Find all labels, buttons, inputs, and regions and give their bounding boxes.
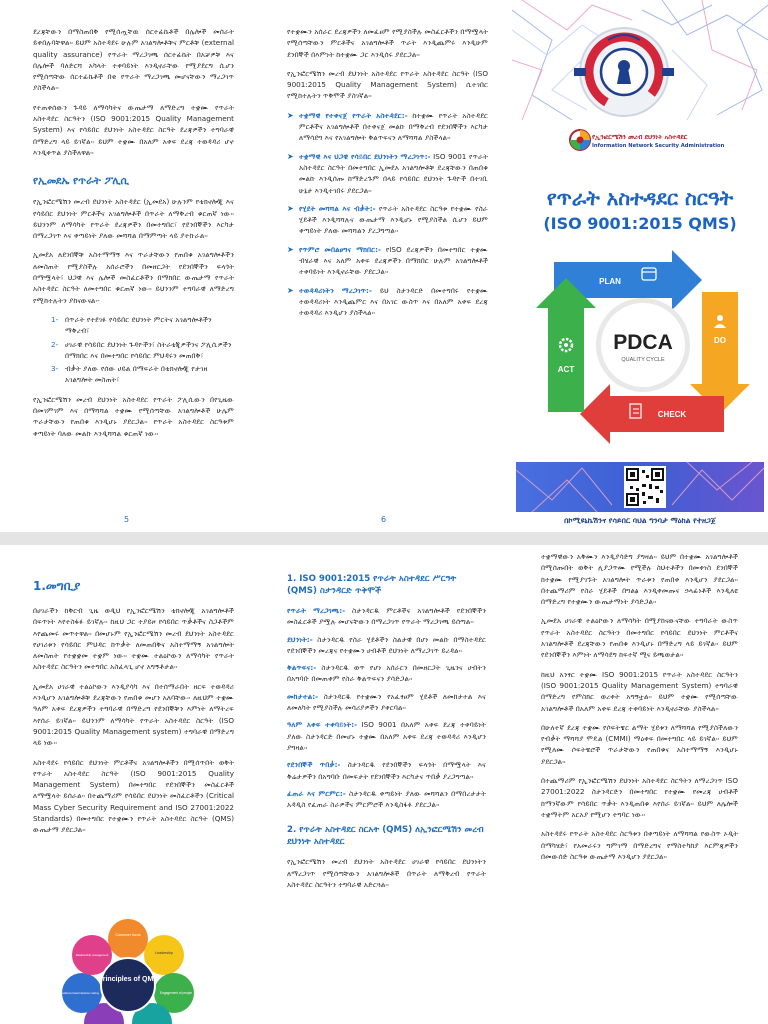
paragraph: ደረጃቸውን በማስጠበቅ የሚሰጧቸዉ ሰርተፊኬቶች በሌሎች መሰራት ይቀበሉባቸዋል፡፡ ይህም አስተዳደሩ ሁሉም አገልግሎቶቹና ምርቶቹ (external quality assurance) የጥራት ማረጋገጫ ሰርተፊኬት በአቻዎቹ እና በሌሎች ባለድርሻ አካላት ተቀባይነት እንዲኖራቸው የሚያደርግ ሲሆን የሚሰጣቸው ሰርተፊኬቶች በቂ የጥራት ማረጋገጫ መሆናቸውን ማረጋገጥ ያስችላል፡፡ <box>33 27 234 93</box>
paragraph: ኢመደአ ለደንበኞቹ አስተማማኝ እና ጥራታቸውን የጠበቁ አገልግሎቶችን ለመስጠት የሚያስችሉ አሰራሮችን በመዘርጋት የደንበኞችን ፍላጎት በማሟላት፣ ህጋዊ እና ሌሎች መስፈርቶችን በማክበር ውጤታማ የጥራት አስተዳደር ስርዓት ለመተግበር ቁርጠኛ ነው፡፡ ይህንንም ተግባራዊ ለማድረግ የሚከተሉትን ያከናውናል፡- <box>33 250 234 305</box>
prepared-by: በኮሚዩኒኬሽንና የሳይበር ባህል ግንባታ ማዕከል የተዘጋጀ <box>564 516 716 525</box>
benefit-item <box>287 691 486 714</box>
list-item <box>51 363 234 386</box>
principles-center-label: Principles of QMS <box>98 976 158 983</box>
benefit-label: የደንበኞች ጥበቃ:- <box>287 760 341 770</box>
page-number: 6 <box>381 515 387 524</box>
benefit-item <box>287 203 488 237</box>
benefit-text: ስታንዳርዱ የተቋሙን የአፈፃፀም ሂደቶች ለመከታተል እና ለመለካት የሚያስችሉ መሳሪያዎችን ያቀርባል፡፡ <box>287 691 486 713</box>
benefit-label: መከታተል:- <box>287 691 319 701</box>
cover-page <box>512 0 768 532</box>
benefit-item <box>287 719 486 753</box>
benefit-text: ስታንዳርዱ የደንበኞችን ፍላጎት በማሟላት እና ቅሬታዎችን በአግባቡ በመፍታት የደንበኞችን እርካታና ጥበቃ ያረጋግጣል፡፡ <box>287 760 486 781</box>
benefit-text: ስታንዳርዱ ወጥ የሆነ አሰራርን በመዘርጋት ጊዜንና ሀብትን በአግባቡ በመጠቀም የስራ ቅልጥፍናን ያሳድጋል፡፡ <box>287 663 486 684</box>
benefit-text: ስታንዳርዱ ቀጣይነት ያለው መሻሻልን በማበረታታት አዳዲስ የፈጠራ ስራዎችና ምርምሮች እንዲስፋፉ ያደርጋል፡፡ <box>287 788 486 810</box>
organization-logo <box>570 130 590 150</box>
benefit-label: ዓለም አቀፍ ተቀባይነት:- <box>287 720 358 730</box>
benefit-item <box>287 244 488 278</box>
plan-label: PLAN <box>599 277 621 286</box>
arrow-bullet-icon: ➤ <box>287 285 294 295</box>
security-lock-emblem <box>574 24 674 120</box>
organization-name-amharic: የኢንፎርሜሽን መረብ ደህንነት አስተዳደር <box>592 133 688 141</box>
check-label: CHECK <box>657 410 687 419</box>
section-2-heading: 2. የጥራት አስተዳደር ስርአት (QMS) ለኢንፎርሜሽን መረብ ደህንነት አስተዳደር <box>287 825 484 848</box>
do-arrow <box>690 292 750 414</box>
principles-center <box>101 958 155 1012</box>
benefit-label: ፈጠራ እና ምርምር:- <box>287 788 346 798</box>
benefit-label: ቅልጥፍና:- <box>287 663 317 673</box>
qms-principles-diagram <box>40 915 216 1024</box>
page-6 <box>256 0 512 532</box>
list-item <box>51 339 234 362</box>
cover-subtitle: (ISO 9001:2015 QMS) <box>543 214 737 233</box>
pdca-center-label: PDCA <box>613 331 673 354</box>
list-number: 2- <box>51 339 59 349</box>
do-label: DO <box>714 336 726 345</box>
list-number: 3- <box>51 364 59 374</box>
paragraph: ተቋማዊውን አቅሙን እንዲያሳድግ ያግዛል፡፡ ይህም በተቋሙ አገልግሎቶች በሚሰጡበት ወቅት ሊያጋጥሙ የሚችሉ ስህተቶችን በመቀነስ ደንበኞች ከተቋሙ የሚያገኙት አገልግሎት ጥራቱን የጠበቀ እንዲሆን ያደርጋል፡፡ በተጨማሪም የስራ ሂደቶች በግልፅ እንዲቀመጡና ኃላፊነቶች እንዲለዩ በማድረግ የተቋሙን ውጤታማነት ያሳድጋል፡፡ <box>541 552 738 607</box>
cover-graphics <box>512 0 768 532</box>
benefit-item <box>287 634 486 657</box>
list-text: ብቃት ያለው የሰው ሀይል በማፍራት በቴክኖሎጂ የታገዘ አገልግሎት መስጠት፣ <box>65 364 208 385</box>
benefit-item <box>287 110 488 144</box>
pdca-caption: QUALITY CYCLE <box>621 357 665 363</box>
paragraph: የተቋሙን አሰራር ደረጃዎችን ለመፈፀም የሚያስችሉ መስፈርቶችን በማሟላት የሚሰጣቸውን ምርቶችና አገልግሎቶች ጥራት እንዲጨምሩ እንዲሁም ደንበኞች በእምነት ከተቋሙ ጋር እንዲሰሩ ያደርጋል፡፡ <box>287 27 488 59</box>
benefit-text: ISO 9001 በአለም አቀፍ ደረጃ ተቀባይነት ያለው ስታንዳርድ በመሆኑ ተቋሙ በአለም አቀፍ ደረጃ ተወዳዳሪ እንዲሆን ያግዛል፡፡ <box>287 720 487 752</box>
page-number: 5 <box>124 515 130 524</box>
principle-label: Evidence based decision making <box>61 992 99 995</box>
paragraph: የኢንፎርሜሽን መረብ ደህንነት አስተዳደር ሀገራዊ የሳይበር ደህንነትን ለማረጋገጥ የሚሰጣቸውን አገልግሎቶች በጥራት ለማቅረብ የጥራት አስተዳደር ስርዓትን ተግባራዊ አድርጓል፡፡ <box>287 857 486 890</box>
benefit-item <box>287 285 488 319</box>
paragraph: አስተዳደሩ የሳይበር ደህንነት ምርቶችና አገልግሎቶችን በሚሰጥበት ወቅት የጥራት አስተዳደር ስርዓት (ISO 9001:2015 Quality Management System) በመተግበር የደንበኞችን መስፈርቶች ለማሟላት ይሰራል፡፡ በተጨማሪም የሳይበር ደህንነት መስፈርቶችን (Critical Mass Cyber Security Requirement and ISO 27001:2022 Standards) በመተግበር የተቋሙን የጥራት አስተዳደር ስርዓት (QMS) ውጤታማ ያደርጋል፡፡ <box>33 757 234 835</box>
introduction-page <box>0 545 256 1024</box>
list-item <box>51 314 234 337</box>
benefit-text: ISO 9001 የጥራት አስተዳደር ስርዓት በመተግበር ኢመደአ አገልግሎቶቹ ደረጃቸውን በጠበቁ መልኩ እንዲሰጡ ከማድረጉም በላይ የሳይበር ደህንነት ጉዳዮች በተገቢ ሁኔታ እንዲተገበሩ ያደርጋል፡፡ <box>299 151 488 195</box>
paragraph: ከዚህ አንፃር ተቋሙ ISO 9001:2015 የጥራት አስተዳደር ስርዓትን (ISO 9001:2015 Quality Management System) ተግባራዊ በማድረግ የምስክር ወረቀት አግኝቷል፡፡ ይህም ተቋሙ የሚሰጣቸው አገልግሎቶች በአለም አቀፍ ደረጃ ተቀባይነት እንዲኖራቸው ያስችላል፡፡ <box>541 669 738 713</box>
benefit-label: ተቋማዊ እና ህጋዊ የሳይበር ደህንነትን ማረጋገጥ:- <box>299 151 431 161</box>
benefit-label: የጥራት ማረጋገጫ:- <box>287 606 346 615</box>
pdca-cycle-diagram <box>536 250 750 444</box>
benefit-label: የጥምሮ መበልፀግና ማክበር:- <box>299 244 381 254</box>
benefit-text: ይህ ስታንዳርድ በመተግበሩ የተቋሙ ተወዳዳሪነት እንዲጨምር እና በአገር ውስጥ እና በአለም አቀፍ ደረጃ ተወዳዳሪ እንዲሆን ያስችላል፡፡ <box>299 285 488 318</box>
principle-label: Relationship management <box>75 953 109 957</box>
benefits-page <box>256 545 512 1024</box>
list-text: ሀገራዊ የሳይበር ደህንነት ጉዳዮችን፣ ስትራቴጂዎችንና ፖሊሲዎችን በማክበር እና በመተግበር የሳይበር ምህዳሩን መጠበቅ፣ <box>65 339 232 360</box>
introduction-heading: 1.መግቢያ <box>33 579 81 593</box>
arrow-bullet-icon: ➤ <box>287 151 294 161</box>
benefit-label: ተወዳዳሪነትን ማረጋገጥ:- <box>299 285 372 295</box>
act-label: ACT <box>557 365 575 374</box>
benefit-label: ደህንነት:- <box>287 634 313 644</box>
paragraph: በተጨማሪም የኢንፎርሜሽን ደህንነት አስተዳደር ስርዓትን ለማረጋገጥ ISO 27001:2022 ስታንዳርድን በመተግበር የተቋሙ የመረጃ ሀብቶች ከማንኛውም የሳይበር ጥቃት እንዲጠበቁ እየሰራ ይገኛል፡፡ ይህም ለሌሎች ተቋማትም አርአያ የሚሆን ተግባር ነው፡፡ <box>541 776 738 819</box>
paragraph: ኢመደአ ሀገራዊ ተልዕኮውን እንዲያሳካ እና በተሰማራበት ዘርፍ ተወዳዳሪ እንዲሆን አገልግሎቶቹ ደረጃቸውን የጠበቁ መሆን አለባቸው፡፡ ለዚህም ተቋሙ ዓለም አቀፍ ደረጃዎችን ተግባራዊ በማድረግ የደንበኞቹን እምነት ለማትረፍ እየሰራ ይገኛል፡፡ ይህንንም ለማሳካት የጥራት አስተዳደር ስርዓት (ISO 9001:2015 Quality Management system) ተግባራዊ በማድረግ ላይ ነው፡፡ <box>33 681 234 748</box>
principle-petal <box>108 919 148 959</box>
benefit-text: ስታንዳርዱ የስራ ሂደቶችን ስልታዊ በሆነ መልኩ በማስተዳደር የደንበኞችን መረጃና የተቋሙን ሀብቶች ደህንነት ለማረጋገጥ ይረዳል፡፡ <box>287 634 486 655</box>
benefit-text: የጥራት አስተዳደር ስርዓቱ የተቋሙ የስራ ሂደቶች እንዲሻሻሉና ውጤታማ እንዲሆኑ የሚያስችል ሲሆን ይህም ቀጣይነት ያለው መሻሻልን ያረጋግጣል፡፡ <box>299 203 488 236</box>
benefit-item <box>287 759 486 782</box>
continuation-page <box>512 545 768 1024</box>
arrow-bullet-icon: ➤ <box>287 110 294 120</box>
benefit-text: ስታንዳርዱ ምርቶችና አገልግሎቶች የደንበኞችን መስፈርቶች ያሟሉ መሆናቸውን በማረጋገጥ የጥራት ማረጋገጫ ይሰጣል፡፡ <box>287 606 486 627</box>
arrow-bullet-icon: ➤ <box>287 203 294 213</box>
quality-policy-heading: የኢመደኤ የጥራት ፖሊሲ <box>33 175 129 188</box>
page-5 <box>0 0 256 532</box>
benefit-text: የISO ደረጃዎችን በመተግበር ተቋሙ ብሄራዊ እና አለም አቀፍ ደረጃዎችን በማክበር ሁሉም አገልግሎቶች ተቀባይነት እንዲኖራቸው ያደርጋል፡፡ <box>299 244 488 277</box>
paragraph: የተጠቀሰውን ጉዳይ ለማሳካትና ውጤታማ ለማድረግ ተቋሙ የጥራት አስተዳደር ስርዓትን (ISO 9001:2015 Quality Management System) እና የሳይበር ደህንነት አስተዳደር ስርዓት ደረጃዎችን ተግባራዊ በማድረግ ላይ ይገኛል፡፡ ይህም ተቋሙ በአለም አቀፍ ደረጃ ተወዳዳሪ ሆኖ እንዲቀጥል ያስችለዋል፡፡ <box>33 102 234 157</box>
paragraph: በሀገራችን ከቅርብ ጊዜ ወዲህ የኢንፎርሜሽን ቴክኖሎጂ አገልግሎቶች በፍጥነት እየተስፋፉ ይገኛሉ፡፡ ከዚህ ጋር ተያይዞ የሳይበር ጥቃቶችና ስጋቶችም እየጨመሩ መጥተዋል፡፡ በመሆኑም የኢንፎርሜሽን መረብ ደህንነት አስተዳደር የሀገሪቱን የሳይበር ምህዳር ከጥቃት ለመጠበቅና አስተማማኝ አገልግሎት ለመስጠት የተቋቋመ ተቋም ነው፡፡ ተቋሙ ተልዕኮውን ለማሳካት የጥራት አስተዳደር ስርዓትን መተግበር አስፈላጊ ሆኖ አግኝቶታል፡፡ <box>33 606 234 672</box>
benefit-item <box>287 605 486 628</box>
policy-list <box>33 314 234 386</box>
organization-name-english: Information Network Security Administration <box>592 143 725 149</box>
benefit-text: ከተቋሙ የጥራት አስተዳደር ምርቶችና አገልግሎቶች በተቀናጀ መልኩ በማቅረብ የደንበኞችን እርካታ ለማሳደግ እና የአገልግሎት ቅልጥፍናን ለማሻሻል ያስችላል፡፡ <box>299 110 488 143</box>
list-text: በጥራት የተደገፉ የሳይበር ደህንነት ምርትና አገልግሎቶችን ማቅረብ፣ <box>65 314 212 336</box>
benefit-item <box>287 788 486 811</box>
benefits-heading: 1. ISO 9001:2015 የጥራት አስተዳደር ሥርዓት (QMS) ስታንዳርድ ጥቅሞች <box>287 574 457 596</box>
benefit-label: ተቋማዊ የተቀናጀ የጥራት አስተዳደር:- <box>299 110 408 120</box>
benefit-label: የሂደት መሻሻል እና ብቃት:- <box>299 203 376 213</box>
list-number: 1- <box>51 314 59 324</box>
paragraph: የኢንፎርሜሽን መረብ ደህንነት አስተዳደር የጥራት አስተዳደር ስርዓት (ISO 9001:2015 Quality Management System) ሲተገበር የሚከተሉትን ጥቅሞች ያስገኛል፡፡ <box>287 68 488 101</box>
paragraph: የኢንፎርሜሽን መረብ ደህንነት አስተዳደር (ኢመደአ) ሁሉንም የቴክኖሎጂ እና የሳይበር ደህንነት ምርቶችና አገልግሎቶች በጥራት ለማቅረብ ቁርጠኛ ነው፡፡ ይህንንም ለማሳካት የጥራት ደረጃዎችን በመተግበር፣ የደንበኞችን እርካታ በማረጋገጥ እና ቀጣይነት ያለው መሻሻል በማምጣት ላይ ያተኩራል፡፡ <box>33 197 234 241</box>
principle-label: Engagement of people <box>159 991 193 995</box>
principle-label: Leadership <box>155 951 173 955</box>
benefit-item <box>287 151 488 196</box>
principle-label: Customer focus <box>115 933 141 937</box>
cover-title: የጥራት አስተዳደር ስርዓት <box>546 186 734 210</box>
benefit-item <box>287 662 486 685</box>
paragraph: በሁለተኛ ደረጃ ተቋሙ የሶፍትዌር ልማት ሂደቱን ለማሻሻል የሚያስችለውን የብቃት ማሻሻያ ሞዴል (CMMI) ማዕቀፍ በመተግበር ላይ ይገኛል፡፡ ይህም የሚለሙ ሶፍትዌሮች ጥራታቸውን የጠበቁና አስተማማኝ እንዲሆኑ ያደርጋል፡፡ <box>541 722 738 766</box>
paragraph: የኢንፎርሜሽን መረብ ደህንነት አስተዳደር የጥራት ፖሊሲውን በየጊዜው በመገምገም እና በማሻሻል ተቋሙ የሚሰጣቸው አገልግሎቶች ሁሌም ጥራታቸውን የጠበቁ እንዲሆኑ ያደርጋል፡፡ የጥራት አስተዳደር ስርዓቱም ቀጣይነት ባለው መልኩ እንዲሻሻል ቁርጠኛ ነው፡፡ <box>33 394 234 438</box>
qr-code <box>624 466 666 508</box>
arrow-bullet-icon: ➤ <box>287 244 294 254</box>
paragraph: ኢመደአ ሀገራዊ ተልዕኮውን ለማሳካት በሚያከናውናቸው ተግባራት ውስጥ የጥራት አስተዳደር ስርዓትን በመተግበር የሳይበር ደህንነት ምርቶችና አገልግሎቶች ደረጃቸውን የጠበቁ እንዲሆኑ በማድረግ ላይ ይገኛል፡፡ ይህም የደንበኞችን እምነት ለማሳደግ ከፍተኛ ሚና ይጫወታል፡፡ <box>541 616 738 660</box>
paragraph: አስተዳደሩ የጥራት አስተዳደር ስርዓቱን በቀጣይነት ለማሻሻል የውስጥ ኦዲት በማካሄድ፣ የአመራሩን ግምገማ በማድረግና የማስተካከያ እርምጃዎችን በመውሰድ ስርዓቱ ውጤታማ እንዲሆን ያደርጋል፡፡ <box>541 829 738 861</box>
